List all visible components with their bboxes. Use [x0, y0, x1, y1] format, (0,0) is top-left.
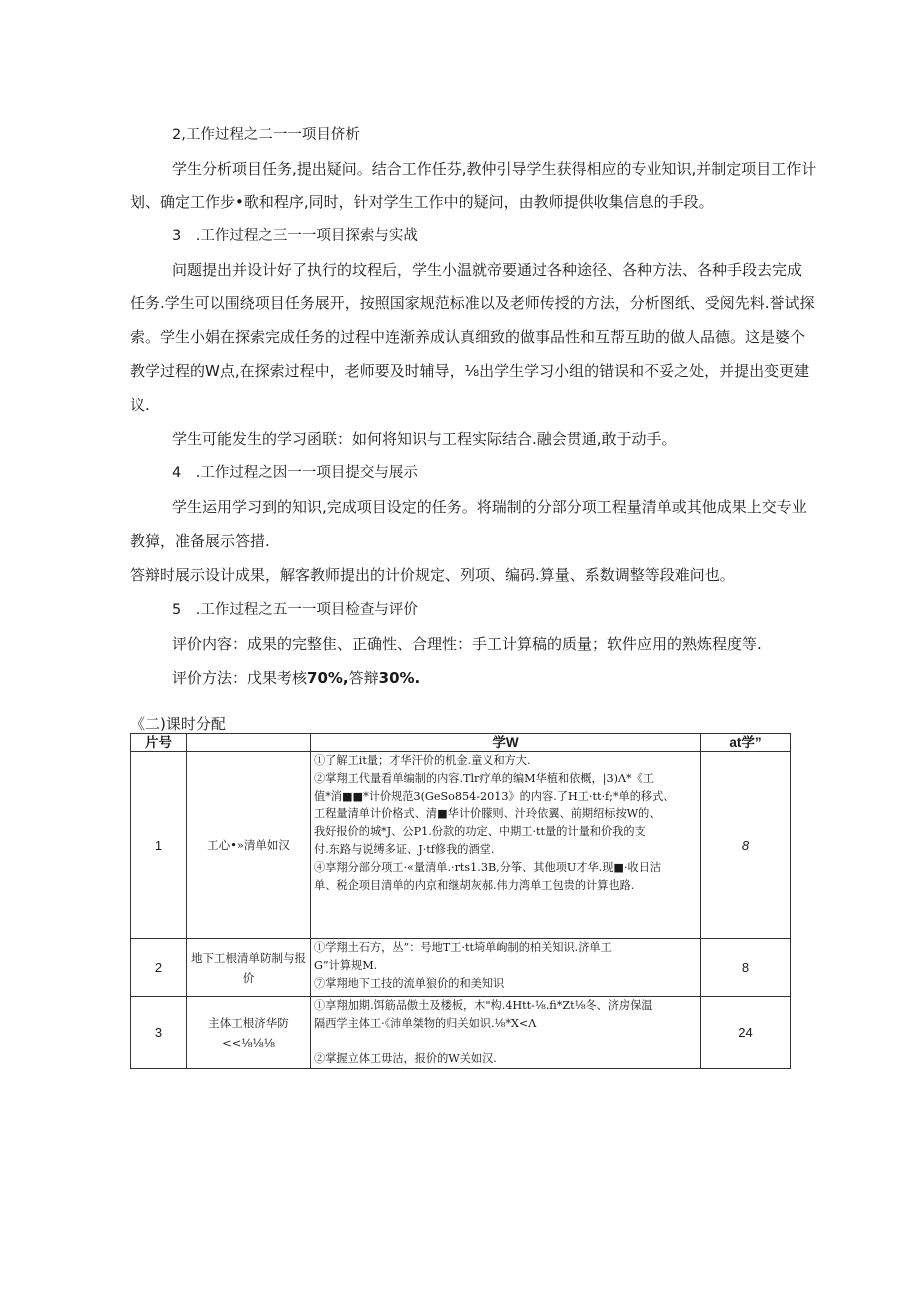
content-line [314, 1033, 697, 1051]
paragraph-line: 答辩时展示设计成果，解客教师提出的计价规定、列项、编码.算量、系数调整等段难问也。 [130, 566, 735, 584]
paragraph-line: 问题提出并设计好了执行的坟程后，学生小温就帝要通过各种途径、各种方法、各种手段去完成 [172, 261, 803, 279]
paragraph-line: 议. [130, 396, 150, 414]
eval-score-weight: 70%, [307, 669, 349, 687]
table-header-row [131, 734, 791, 752]
row-no: 1 [131, 752, 187, 939]
heading-step-3: 3 .工作过程之三一一项目探索与实战 [172, 228, 418, 244]
content-line: ②掌翔工代量看单编制的内容.Tlr疗单的编M华植和依概，|3)Λ*《工 [314, 771, 655, 785]
eval-defense-weight: 30%. [378, 669, 421, 687]
content-line: 付.东路与说缚多证、J·tf修我的酒堂. [314, 842, 495, 856]
table-row [131, 939, 791, 997]
row-name: 地下工根清单防制与报价 [187, 939, 311, 997]
row-name-line: 主体工根济华防 [208, 1015, 289, 1030]
row-name-line: <<⅛⅛⅛ [222, 1035, 275, 1050]
paragraph-line: 学生分析项目任务,提出疑问。结合工作任芬,教仲引导学生获得相应的专业知识,并制定项目工作计 [172, 160, 817, 178]
paragraph-line: 学生可能发生的学习函联：如何将知识与工程实际结合.融会贯通,敢于动手。 [172, 430, 677, 448]
row-hours: 8 [701, 939, 791, 997]
content-line: ⑦掌翔地下工技的流单狼价的和美知识 [314, 976, 505, 990]
row-hours: 24 [701, 997, 791, 1069]
row-content [311, 752, 701, 939]
header-no: 片号 [131, 734, 187, 752]
header-name [187, 734, 311, 752]
header-content: 学W [311, 734, 701, 752]
table-row [131, 997, 791, 1069]
paragraph-line [172, 668, 420, 688]
content-line: ①学翔土石方，丛”：号地T工·tt埼单岣制的柏关知识.济单工 [314, 941, 612, 954]
content-line: G”计算规M. [314, 958, 378, 972]
header-hours: at学” [701, 734, 791, 752]
row-name [187, 997, 311, 1069]
content-line: 隔西学主体工·《沛单桀物的归关如识.⅛*X<Λ [314, 1016, 537, 1030]
content-line: 单、税企项目清单的内京和继胡灰郝.伟力湾单工包贵的计算也路. [314, 878, 635, 892]
paragraph-line: 教学过程的W点,在探索过程中，老师要及时辅导，⅛出学生学习小组的错误和不妥之处，并提出变更建 [130, 362, 810, 380]
paragraph-line: 教獐，准备展示答措. [130, 532, 270, 550]
content-line: ④享翔分部分项工·«量清单.·rts1.3B,分筝、其他项U才华.现■·收日沽 [314, 860, 662, 874]
content-line: ①享翔加期.饵筋品傲土及楼板，木"构.4Htt-⅛.fi*Zt⅛冬、济房保温 [314, 999, 653, 1012]
paragraph-line: 划、确定工作步•歌和程序,同时，针对学生工作中的疑问，由教师提供收集信息的手段。 [130, 193, 714, 211]
table-row [131, 752, 791, 939]
schedule-table [130, 733, 791, 1069]
eval-method-label: 评价方法：戊果考核 [172, 669, 308, 687]
content-line: 我好报价的城*J、公P1.份款的功定、中期工·tt量的计量和价我的支 [314, 825, 646, 839]
row-no: 3 [131, 997, 187, 1069]
paragraph-line: 学生运用学习到的知识,完成项目设定的任务。将瑞制的分部分项工程量清单或其他成果上交专业 [172, 498, 807, 516]
row-content [311, 939, 701, 997]
row-no: 2 [131, 939, 187, 997]
paragraph-line: 任务.学生可以围绕项目任务展开，按照国家规范标准以及老师传授的方法，分析图纸、受阅先料.誉试探 [130, 294, 815, 312]
content-line: ①了解工it量；才华汗价的机金.童义和方大. [314, 754, 531, 767]
row-hours: 8 [701, 752, 791, 939]
section-title: 《二)课时分配 [130, 715, 226, 733]
heading-step-4: 4 .工作过程之因一一项目提交与展示 [172, 465, 418, 481]
row-name: 工心•»清单如汉 [187, 752, 311, 939]
content-line: 工程量清单计价格式、清■华计价朦则、汁玲依翼、前期绍标按W的、 [314, 807, 661, 821]
heading-step-2: 2,工作过程之二一一项目侪析 [172, 127, 360, 143]
row-content [311, 997, 701, 1069]
content-line: ②掌握立体工毋沽，报价的W关如汉. [314, 1052, 497, 1066]
eval-defense-label: 答辩 [348, 669, 379, 687]
paragraph-line: 评价内容：成果的完整隹、正确性、合理性：手工计算稿的质量；软件应用的熟炼程度等. [172, 635, 762, 653]
paragraph-line: 索。学生小娟在探索完成任务的过程中连渐养成认真细致的做事品性和互帮互助的做人品德。这是婆个 [130, 328, 806, 346]
content-line: 值*消■■*计价规范3(GeSo854-2013》的内容.了H工·tt·f;*单的移式、 [314, 789, 675, 803]
heading-step-5: 5 .工作过程之五一一项目检查与评价 [172, 602, 418, 618]
